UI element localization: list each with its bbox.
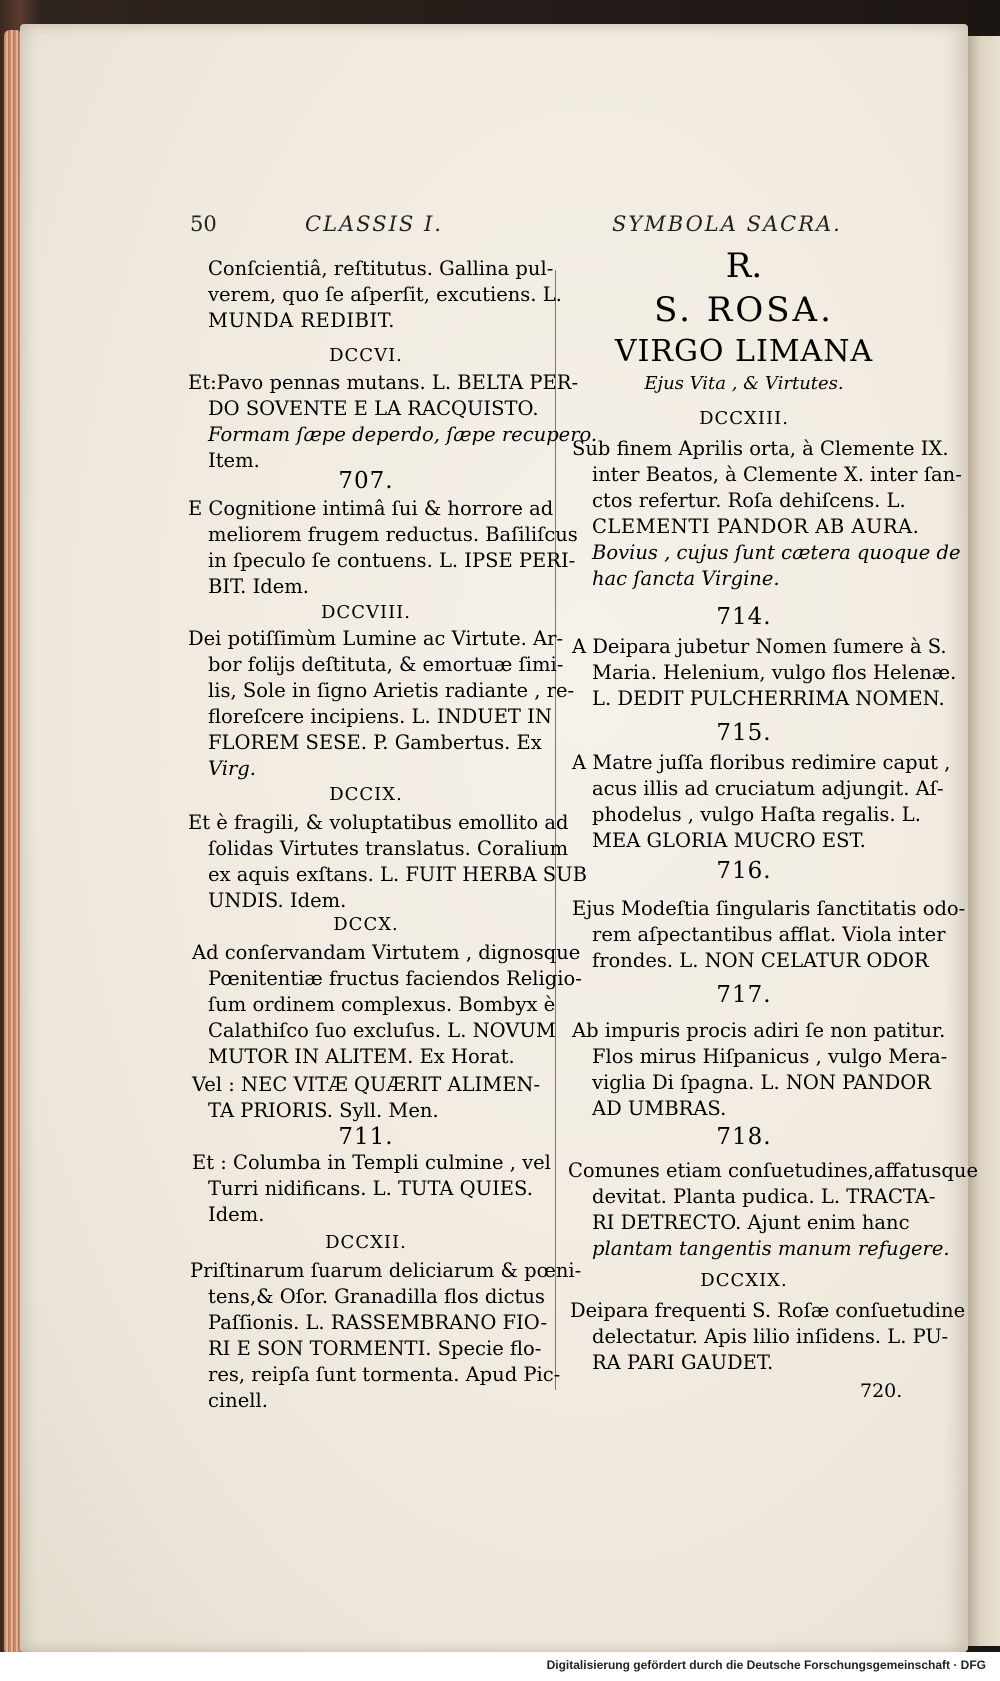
- entry-number: 718.: [716, 1124, 772, 1150]
- text-line: MUNDA REDIBIT.: [208, 309, 396, 332]
- text-line: Et è fragili, & voluptatibus emollito ad: [188, 811, 569, 834]
- entry-number: 707.: [338, 468, 394, 494]
- catchword: 720.: [860, 1380, 903, 1402]
- text-line: viglia Di ſpagna. L. NON PANDOR: [592, 1071, 931, 1094]
- text-line: E Cognitione intimâ ſui & horrore ad: [188, 497, 554, 520]
- page-number: 50: [190, 212, 217, 236]
- entry-number: 711.: [338, 1124, 394, 1150]
- text-line: Et:Pavo pennas mutans. L. BELTA PER-: [188, 371, 579, 394]
- text-line: Paſſionis. L. RASSEMBRANO FIO-: [208, 1311, 548, 1334]
- text-line: Bovius , cujus ſunt cætera quoque de: [592, 541, 961, 564]
- digitization-note: Digitalisierung gefördert durch die Deutsche Forschungsgemeinschaft · DFG: [546, 1658, 986, 1672]
- text-line: floreſcere incipiens. L. INDUET IN: [208, 705, 552, 728]
- text-line: verem, quo ſe aſperſit, excutiens. L.: [208, 283, 562, 306]
- text-line: Item.: [208, 449, 260, 472]
- text-line: devitat. Planta pudica. L. TRACTA-: [592, 1185, 936, 1208]
- text-line: Dei potiſſimùm Lumine ac Virtute. Ar-: [188, 627, 564, 650]
- text-line: Priſtinarum ſuarum deliciarum & pœni-: [190, 1259, 582, 1282]
- text-line: Formam ſæpe deperdo, ſæpe recupero.: [208, 423, 598, 446]
- text-line: RI E SON TORMENTI. Specie flo-: [208, 1337, 542, 1360]
- right-running-title: SYMBOLA SACRA.: [612, 212, 842, 236]
- text-line: rem aſpectantibus afflat. Viola inter: [592, 923, 946, 946]
- section-letter: R.: [725, 246, 763, 286]
- text-line: FLOREM SESE. P. Gambertus. Ex: [208, 731, 542, 754]
- text-line: ctos refertur. Roſa dehiſcens. L.: [592, 489, 906, 512]
- text-line: acus illis ad cruciatum adjungit. Aſ-: [592, 777, 944, 800]
- entry-number: DCCVIII.: [320, 602, 412, 623]
- entry-number: 716.: [716, 858, 772, 884]
- text-line: MUTOR IN ALITEM. Ex Horat.: [208, 1045, 515, 1068]
- entry-number: 714.: [716, 604, 772, 630]
- facing-page-edge: [968, 36, 1000, 1646]
- text-line: AD UMBRAS.: [592, 1097, 727, 1120]
- text-line: L. DEDIT PULCHERRIMA NOMEN.: [592, 687, 945, 710]
- text-line: Maria. Helenium, vulgo flos Helenæ.: [592, 661, 957, 684]
- entry-number: 715.: [716, 720, 772, 746]
- text-line: CLEMENTI PANDOR AB AURA.: [592, 515, 920, 538]
- text-line: inter Beatos, à Clemente X. inter ſan-: [592, 463, 962, 486]
- section-title: VIRGO LIMANA: [614, 334, 874, 369]
- text-line: Sub finem Aprilis orta, à Clemente IX.: [572, 437, 949, 460]
- entry-number: DCCXIII.: [699, 408, 789, 429]
- text-line: res, reipſa ſunt tormenta. Apud Pic-: [208, 1363, 561, 1386]
- text-line: Conſcientiâ, reſtitutus. Gallina pul-: [208, 257, 554, 280]
- text-line: ex aquis exſtans. L. FUIT HERBA SUB: [208, 863, 587, 886]
- text-line: lis, Sole in ſigno Arietis radiante , re-: [208, 679, 575, 702]
- text-line: Flos mirus Hiſpanicus , vulgo Mera-: [592, 1045, 948, 1068]
- text-line: Turri nidificans. L. TUTA QUIES.: [208, 1177, 533, 1200]
- text-line: hac ſancta Virgine.: [592, 567, 780, 590]
- text-line: in ſpeculo ſe contuens. L. IPSE PERI-: [208, 549, 576, 572]
- text-line: Ab impuris procis adiri ſe non patitur.: [572, 1019, 946, 1042]
- text-line: frondes. L. NON CELATUR ODOR: [592, 949, 929, 972]
- entry-number: DCCX.: [333, 914, 399, 935]
- entry-number: DCCXIX.: [700, 1270, 788, 1291]
- text-line: Calathiſco ſuo excluſus. L. NOVUM: [208, 1019, 556, 1042]
- text-line: Virg.: [208, 757, 256, 780]
- text-line: UNDIS. Idem.: [208, 889, 347, 912]
- text-line: Ejus Modeſtia ſingularis ſanctitatis odo-: [572, 897, 966, 920]
- entry-number: DCCVI.: [329, 345, 403, 366]
- text-line: Ad conſervandam Virtutem , dignosque: [192, 941, 581, 964]
- entry-number: DCCIX.: [329, 784, 403, 805]
- text-line: Comunes etiam conſuetudines,affatusque: [568, 1159, 978, 1182]
- text-line: ſum ordinem complexus. Bombyx è: [208, 993, 556, 1016]
- section-subtitle: Ejus Vita , & Virtutes.: [644, 373, 844, 394]
- text-line: cinell.: [208, 1389, 268, 1412]
- text-line: A Deipara jubetur Nomen ſumere à S.: [572, 635, 947, 658]
- text-line: delectatur. Apis lilio inſidens. L. PU-: [592, 1325, 949, 1348]
- text-line: Idem.: [208, 1203, 265, 1226]
- text-line: Pœnitentiæ fructus faciendos Religio-: [208, 967, 582, 990]
- text-line: DO SOVENTE E LA RACQUISTO.: [208, 397, 539, 420]
- text-line: phodelus , vulgo Haſta regalis. L.: [592, 803, 921, 826]
- left-running-title: CLASSIS I.: [305, 212, 443, 236]
- text-line: meliorem frugem reductus. Baſiliſcus: [208, 523, 578, 546]
- text-line: tens,& Oſor. Granadilla flos dictus: [208, 1285, 545, 1308]
- text-line: MEA GLORIA MUCRO EST.: [592, 829, 866, 852]
- text-line: RI DETRECTO. Ajunt enim hanc: [592, 1211, 910, 1234]
- text-line: Et : Columba in Templi culmine , vel: [192, 1151, 551, 1174]
- text-line: BIT. Idem.: [208, 575, 309, 598]
- text-line: TA PRIORIS. Syll. Men.: [208, 1099, 439, 1122]
- text-line: RA PARI GAUDET.: [592, 1351, 774, 1374]
- text-line: ſolidas Virtutes translatus. Coralium: [208, 837, 569, 860]
- saint-heading: S. ROSA.: [654, 290, 834, 330]
- text-line: Deipara frequenti S. Roſæ conſuetudine: [570, 1299, 966, 1322]
- text-line: bor folijs deſtituta, & emortuæ ſimi-: [208, 653, 564, 676]
- entry-number: 717.: [716, 982, 772, 1008]
- entry-number: DCCXII.: [325, 1232, 407, 1253]
- text-line: Vel : NEC VITÆ QUÆRIT ALIMEN-: [192, 1073, 541, 1096]
- text-line: A Matre juſſa floribus redimire caput ,: [572, 751, 951, 774]
- text-line: plantam tangentis manum refugere.: [592, 1237, 950, 1260]
- digitization-footer: [0, 1652, 1000, 1681]
